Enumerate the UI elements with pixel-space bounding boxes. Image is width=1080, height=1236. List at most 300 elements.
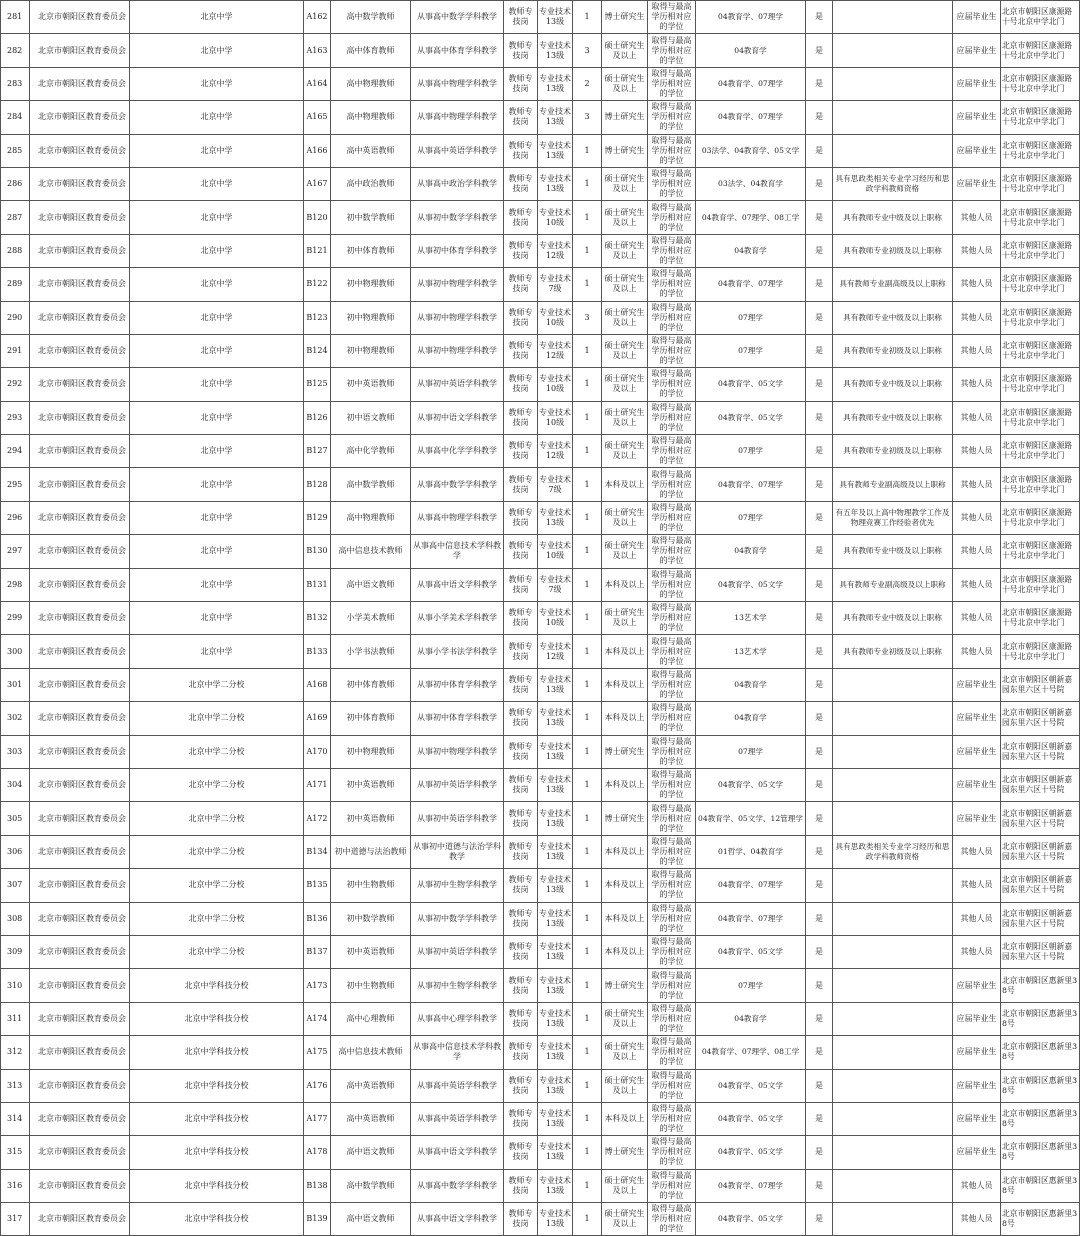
other-conditions-cell: 具有教师专业中级及以上职称	[833, 535, 953, 568]
address-cell: 北京市朝阳区康源路十号北京中学北门	[1001, 67, 1080, 100]
post-level-cell: 专业技术13级	[538, 1102, 573, 1135]
post-type-cell: 教师专技岗	[504, 368, 538, 401]
degree-cell: 取得与最高学历相对应的学位	[648, 1203, 696, 1236]
seq-cell: 301	[1, 668, 30, 701]
beijing-hukou-cell: 是	[806, 1036, 833, 1069]
address-cell: 北京市朝阳区康源路十号北京中学北门	[1001, 535, 1080, 568]
post-code-cell: A164	[304, 67, 331, 100]
address-cell: 北京市朝阳区康源路十号北京中学北门	[1001, 602, 1080, 635]
other-conditions-cell: 具有教师专业中级及以上职称	[833, 301, 953, 334]
address-cell: 北京市朝阳区朝新嘉园东里六区十号院	[1001, 869, 1080, 902]
duty-cell: 从事高中心理学科教学	[411, 1002, 504, 1035]
post-code-cell: B131	[304, 568, 331, 601]
dept-cell: 北京市朝阳区教育委员会	[30, 902, 130, 935]
post-level-cell: 专业技术13级	[538, 668, 573, 701]
degree-cell: 取得与最高学历相对应的学位	[648, 301, 696, 334]
target-applicant-cell: 应届毕业生	[953, 735, 1001, 768]
education-cell: 本科及以上	[602, 668, 648, 701]
duty-cell: 从事初中英语学科教学	[411, 935, 504, 968]
dept-cell: 北京市朝阳区教育委员会	[30, 802, 130, 835]
beijing-hukou-cell: 是	[806, 702, 833, 735]
headcount-cell: 1	[573, 735, 602, 768]
headcount-cell: 1	[573, 401, 602, 434]
post-name-cell: 高中化学教师	[331, 435, 411, 468]
table-row	[1, 602, 1080, 635]
duty-cell: 从事高中英语学科教学	[411, 134, 504, 167]
education-cell: 硕士研究生及以上	[602, 268, 648, 301]
duty-cell: 从事初中体育学科教学	[411, 234, 504, 267]
target-applicant-cell: 其他人员	[953, 535, 1001, 568]
other-conditions-cell	[833, 1036, 953, 1069]
duty-cell: 从事初中体育学科教学	[411, 702, 504, 735]
other-conditions-cell	[833, 1002, 953, 1035]
post-level-cell: 专业技术13级	[538, 167, 573, 200]
headcount-cell: 1	[573, 1, 602, 34]
address-cell: 北京市朝阳区朝新嘉园东里六区十号院	[1001, 668, 1080, 701]
beijing-hukou-cell: 是	[806, 1203, 833, 1236]
beijing-hukou-cell: 是	[806, 1169, 833, 1202]
other-conditions-cell	[833, 101, 953, 134]
table-row	[1, 1, 1080, 34]
duty-cell: 从事初中数学学科教学	[411, 902, 504, 935]
dept-cell: 北京市朝阳区教育委员会	[30, 935, 130, 968]
beijing-hukou-cell: 是	[806, 234, 833, 267]
unit-cell: 北京中学	[130, 67, 304, 100]
post-type-cell: 教师专技岗	[504, 268, 538, 301]
post-code-cell: A176	[304, 1069, 331, 1102]
major-cell: 04教育学、07理学	[696, 869, 806, 902]
dept-cell: 北京市朝阳区教育委员会	[30, 501, 130, 534]
post-name-cell: 小学美术教师	[331, 602, 411, 635]
seq-cell: 317	[1, 1203, 30, 1236]
degree-cell: 取得与最高学历相对应的学位	[648, 167, 696, 200]
table-row	[1, 1203, 1080, 1236]
beijing-hukou-cell: 是	[806, 268, 833, 301]
post-code-cell: A165	[304, 101, 331, 134]
post-type-cell: 教师专技岗	[504, 1102, 538, 1135]
post-name-cell: 初中物理教师	[331, 334, 411, 367]
unit-cell: 北京中学	[130, 368, 304, 401]
seq-cell: 306	[1, 835, 30, 868]
post-code-cell: B121	[304, 234, 331, 267]
other-conditions-cell	[833, 735, 953, 768]
dept-cell: 北京市朝阳区教育委员会	[30, 201, 130, 234]
post-level-cell: 专业技术13级	[538, 1203, 573, 1236]
target-applicant-cell: 其他人员	[953, 568, 1001, 601]
major-cell: 04教育学、07理学	[696, 468, 806, 501]
headcount-cell: 1	[573, 568, 602, 601]
post-type-cell: 教师专技岗	[504, 635, 538, 668]
headcount-cell: 1	[573, 435, 602, 468]
target-applicant-cell: 应届毕业生	[953, 768, 1001, 801]
degree-cell: 取得与最高学历相对应的学位	[648, 535, 696, 568]
post-level-cell: 专业技术13级	[538, 735, 573, 768]
table-row	[1, 34, 1080, 67]
post-type-cell: 教师专技岗	[504, 1036, 538, 1069]
beijing-hukou-cell: 是	[806, 1102, 833, 1135]
unit-cell: 北京中学科技分校	[130, 1002, 304, 1035]
major-cell: 04教育学、07理学、08工学	[696, 201, 806, 234]
post-type-cell: 教师专技岗	[504, 668, 538, 701]
post-level-cell: 专业技术13级	[538, 1, 573, 34]
education-cell: 硕士研究生及以上	[602, 501, 648, 534]
unit-cell: 北京中学二分校	[130, 935, 304, 968]
seq-cell: 293	[1, 401, 30, 434]
beijing-hukou-cell: 是	[806, 969, 833, 1002]
beijing-hukou-cell: 是	[806, 568, 833, 601]
dept-cell: 北京市朝阳区教育委员会	[30, 835, 130, 868]
post-code-cell: A175	[304, 1036, 331, 1069]
dept-cell: 北京市朝阳区教育委员会	[30, 969, 130, 1002]
address-cell: 北京市朝阳区朝新嘉园东里六区十号院	[1001, 835, 1080, 868]
education-cell: 硕士研究生及以上	[602, 334, 648, 367]
major-cell: 13艺术学	[696, 635, 806, 668]
beijing-hukou-cell: 是	[806, 1, 833, 34]
duty-cell: 从事高中英语学科教学	[411, 1102, 504, 1135]
seq-cell: 310	[1, 969, 30, 1002]
post-code-cell: A177	[304, 1102, 331, 1135]
table-row	[1, 268, 1080, 301]
degree-cell: 取得与最高学历相对应的学位	[648, 902, 696, 935]
duty-cell: 从事高中化学学科教学	[411, 435, 504, 468]
major-cell: 04教育学、05文学	[696, 401, 806, 434]
post-name-cell: 高中英语教师	[331, 134, 411, 167]
major-cell: 04教育学、07理学、08工学	[696, 1036, 806, 1069]
degree-cell: 取得与最高学历相对应的学位	[648, 1136, 696, 1169]
duty-cell: 从事初中数学学科教学	[411, 201, 504, 234]
headcount-cell: 1	[573, 602, 602, 635]
headcount-cell: 1	[573, 835, 602, 868]
unit-cell: 北京中学	[130, 301, 304, 334]
other-conditions-cell: 具有教师专业中级及以上职称	[833, 401, 953, 434]
duty-cell: 从事初中物理学科教学	[411, 301, 504, 334]
address-cell: 北京市朝阳区康源路十号北京中学北门	[1001, 635, 1080, 668]
dept-cell: 北京市朝阳区教育委员会	[30, 234, 130, 267]
post-name-cell: 初中英语教师	[331, 768, 411, 801]
other-conditions-cell	[833, 1102, 953, 1135]
target-applicant-cell: 其他人员	[953, 435, 1001, 468]
beijing-hukou-cell: 是	[806, 34, 833, 67]
table-body	[1, 1, 1080, 1236]
other-conditions-cell	[833, 802, 953, 835]
dept-cell: 北京市朝阳区教育委员会	[30, 1102, 130, 1135]
table-row	[1, 334, 1080, 367]
post-code-cell: B125	[304, 368, 331, 401]
degree-cell: 取得与最高学历相对应的学位	[648, 1, 696, 34]
post-code-cell: B122	[304, 268, 331, 301]
address-cell: 北京市朝阳区康源路十号北京中学北门	[1001, 401, 1080, 434]
seq-cell: 285	[1, 134, 30, 167]
post-level-cell: 专业技术12级	[538, 635, 573, 668]
major-cell: 01哲学、04教育学	[696, 835, 806, 868]
major-cell: 04教育学、05文学	[696, 768, 806, 801]
post-type-cell: 教师专技岗	[504, 802, 538, 835]
address-cell: 北京市朝阳区康源路十号北京中学北门	[1001, 1, 1080, 34]
major-cell: 04教育学、05文学	[696, 1102, 806, 1135]
education-cell: 硕士研究生及以上	[602, 67, 648, 100]
headcount-cell: 1	[573, 1036, 602, 1069]
other-conditions-cell	[833, 768, 953, 801]
education-cell: 硕士研究生及以上	[602, 1169, 648, 1202]
dept-cell: 北京市朝阳区教育委员会	[30, 334, 130, 367]
unit-cell: 北京中学	[130, 535, 304, 568]
headcount-cell: 1	[573, 668, 602, 701]
headcount-cell: 1	[573, 501, 602, 534]
degree-cell: 取得与最高学历相对应的学位	[648, 268, 696, 301]
other-conditions-cell	[833, 1169, 953, 1202]
target-applicant-cell: 其他人员	[953, 935, 1001, 968]
post-code-cell: B129	[304, 501, 331, 534]
headcount-cell: 1	[573, 468, 602, 501]
education-cell: 本科及以上	[602, 702, 648, 735]
post-name-cell: 初中英语教师	[331, 368, 411, 401]
seq-cell: 299	[1, 602, 30, 635]
other-conditions-cell	[833, 134, 953, 167]
major-cell: 04教育学、07理学	[696, 268, 806, 301]
degree-cell: 取得与最高学历相对应的学位	[648, 1069, 696, 1102]
post-name-cell: 高中数学教师	[331, 1, 411, 34]
address-cell: 北京市朝阳区康源路十号北京中学北门	[1001, 501, 1080, 534]
post-level-cell: 专业技术13级	[538, 1069, 573, 1102]
dept-cell: 北京市朝阳区教育委员会	[30, 535, 130, 568]
degree-cell: 取得与最高学历相对应的学位	[648, 1002, 696, 1035]
address-cell: 北京市朝阳区康源路十号北京中学北门	[1001, 134, 1080, 167]
post-name-cell: 高中数学教师	[331, 468, 411, 501]
education-cell: 博士研究生	[602, 134, 648, 167]
beijing-hukou-cell: 是	[806, 635, 833, 668]
degree-cell: 取得与最高学历相对应的学位	[648, 935, 696, 968]
table-row	[1, 835, 1080, 868]
beijing-hukou-cell: 是	[806, 1002, 833, 1035]
dept-cell: 北京市朝阳区教育委员会	[30, 668, 130, 701]
post-type-cell: 教师专技岗	[504, 935, 538, 968]
target-applicant-cell: 应届毕业生	[953, 1102, 1001, 1135]
post-type-cell: 教师专技岗	[504, 334, 538, 367]
post-name-cell: 高中语文教师	[331, 568, 411, 601]
headcount-cell: 1	[573, 134, 602, 167]
education-cell: 硕士研究生及以上	[602, 1002, 648, 1035]
post-level-cell: 专业技术10级	[538, 301, 573, 334]
degree-cell: 取得与最高学历相对应的学位	[648, 1102, 696, 1135]
duty-cell: 从事初中生物学科教学	[411, 869, 504, 902]
post-level-cell: 专业技术13级	[538, 34, 573, 67]
headcount-cell: 1	[573, 167, 602, 200]
target-applicant-cell: 应届毕业生	[953, 167, 1001, 200]
headcount-cell: 1	[573, 535, 602, 568]
headcount-cell: 1	[573, 368, 602, 401]
address-cell: 北京市朝阳区康源路十号北京中学北门	[1001, 568, 1080, 601]
beijing-hukou-cell: 是	[806, 67, 833, 100]
unit-cell: 北京中学二分校	[130, 702, 304, 735]
post-type-cell: 教师专技岗	[504, 435, 538, 468]
post-level-cell: 专业技术13级	[538, 802, 573, 835]
education-cell: 博士研究生	[602, 1, 648, 34]
dept-cell: 北京市朝阳区教育委员会	[30, 1136, 130, 1169]
unit-cell: 北京中学二分校	[130, 768, 304, 801]
post-name-cell: 高中信息技术教师	[331, 535, 411, 568]
table-row	[1, 368, 1080, 401]
other-conditions-cell: 具有教师专业副高级及以上职称	[833, 568, 953, 601]
dept-cell: 北京市朝阳区教育委员会	[30, 368, 130, 401]
dept-cell: 北京市朝阳区教育委员会	[30, 401, 130, 434]
post-type-cell: 教师专技岗	[504, 301, 538, 334]
address-cell: 北京市朝阳区惠新里38号	[1001, 1102, 1080, 1135]
post-type-cell: 教师专技岗	[504, 735, 538, 768]
duty-cell: 从事高中语文学科教学	[411, 1136, 504, 1169]
seq-cell: 289	[1, 268, 30, 301]
address-cell: 北京市朝阳区康源路十号北京中学北门	[1001, 268, 1080, 301]
seq-cell: 283	[1, 67, 30, 100]
post-code-cell: A171	[304, 768, 331, 801]
address-cell: 北京市朝阳区康源路十号北京中学北门	[1001, 468, 1080, 501]
post-type-cell: 教师专技岗	[504, 468, 538, 501]
post-code-cell: A162	[304, 1, 331, 34]
beijing-hukou-cell: 是	[806, 768, 833, 801]
target-applicant-cell: 应届毕业生	[953, 67, 1001, 100]
duty-cell: 从事高中物理学科教学	[411, 501, 504, 534]
other-conditions-cell: 具有教师专业中级及以上职称	[833, 602, 953, 635]
degree-cell: 取得与最高学历相对应的学位	[648, 1169, 696, 1202]
post-level-cell: 专业技术7级	[538, 468, 573, 501]
post-level-cell: 专业技术13级	[538, 869, 573, 902]
unit-cell: 北京中学	[130, 268, 304, 301]
seq-cell: 308	[1, 902, 30, 935]
duty-cell: 从事高中数学学科教学	[411, 1, 504, 34]
degree-cell: 取得与最高学历相对应的学位	[648, 234, 696, 267]
major-cell: 04教育学	[696, 234, 806, 267]
duty-cell: 从事初中物理学科教学	[411, 268, 504, 301]
education-cell: 本科及以上	[602, 768, 648, 801]
unit-cell: 北京中学	[130, 234, 304, 267]
duty-cell: 从事小学书法学科教学	[411, 635, 504, 668]
post-type-cell: 教师专技岗	[504, 568, 538, 601]
seq-cell: 305	[1, 802, 30, 835]
beijing-hukou-cell: 是	[806, 101, 833, 134]
post-type-cell: 教师专技岗	[504, 201, 538, 234]
other-conditions-cell	[833, 34, 953, 67]
headcount-cell: 3	[573, 101, 602, 134]
post-code-cell: A163	[304, 34, 331, 67]
beijing-hukou-cell: 是	[806, 1069, 833, 1102]
seq-cell: 281	[1, 1, 30, 34]
unit-cell: 北京中学	[130, 468, 304, 501]
seq-cell: 311	[1, 1002, 30, 1035]
dept-cell: 北京市朝阳区教育委员会	[30, 568, 130, 601]
target-applicant-cell: 其他人员	[953, 902, 1001, 935]
post-code-cell: A173	[304, 969, 331, 1002]
duty-cell: 从事高中体育学科教学	[411, 34, 504, 67]
duty-cell: 从事初中道德与法治学科教学	[411, 835, 504, 868]
dept-cell: 北京市朝阳区教育委员会	[30, 635, 130, 668]
seq-cell: 314	[1, 1102, 30, 1135]
unit-cell: 北京中学	[130, 134, 304, 167]
post-type-cell: 教师专技岗	[504, 134, 538, 167]
education-cell: 本科及以上	[602, 568, 648, 601]
other-conditions-cell: 具有教师专业初级及以上职称	[833, 635, 953, 668]
seq-cell: 309	[1, 935, 30, 968]
post-level-cell: 专业技术13级	[538, 134, 573, 167]
post-type-cell: 教师专技岗	[504, 67, 538, 100]
major-cell: 04教育学	[696, 34, 806, 67]
target-applicant-cell: 应届毕业生	[953, 1069, 1001, 1102]
beijing-hukou-cell: 是	[806, 435, 833, 468]
post-type-cell: 教师专技岗	[504, 401, 538, 434]
beijing-hukou-cell: 是	[806, 535, 833, 568]
degree-cell: 取得与最高学历相对应的学位	[648, 735, 696, 768]
unit-cell: 北京中学	[130, 101, 304, 134]
post-type-cell: 教师专技岗	[504, 167, 538, 200]
degree-cell: 取得与最高学历相对应的学位	[648, 635, 696, 668]
post-name-cell: 高中物理教师	[331, 101, 411, 134]
post-level-cell: 专业技术10级	[538, 602, 573, 635]
post-code-cell: B120	[304, 201, 331, 234]
degree-cell: 取得与最高学历相对应的学位	[648, 101, 696, 134]
seq-cell: 307	[1, 869, 30, 902]
seq-cell: 282	[1, 34, 30, 67]
duty-cell: 从事初中体育学科教学	[411, 668, 504, 701]
post-name-cell: 初中道德与法治教师	[331, 835, 411, 868]
other-conditions-cell	[833, 935, 953, 968]
degree-cell: 取得与最高学历相对应的学位	[648, 702, 696, 735]
other-conditions-cell	[833, 668, 953, 701]
post-code-cell: A170	[304, 735, 331, 768]
table-row	[1, 802, 1080, 835]
target-applicant-cell: 应届毕业生	[953, 702, 1001, 735]
post-name-cell: 初中英语教师	[331, 935, 411, 968]
dept-cell: 北京市朝阳区教育委员会	[30, 1036, 130, 1069]
post-type-cell: 教师专技岗	[504, 234, 538, 267]
table-row	[1, 535, 1080, 568]
post-code-cell: B124	[304, 334, 331, 367]
major-cell: 04教育学、05文学	[696, 368, 806, 401]
post-type-cell: 教师专技岗	[504, 902, 538, 935]
target-applicant-cell: 应届毕业生	[953, 802, 1001, 835]
seq-cell: 290	[1, 301, 30, 334]
table-row	[1, 1102, 1080, 1135]
major-cell: 04教育学、05文学、12管理学	[696, 802, 806, 835]
beijing-hukou-cell: 是	[806, 501, 833, 534]
address-cell: 北京市朝阳区惠新里38号	[1001, 1036, 1080, 1069]
degree-cell: 取得与最高学历相对应的学位	[648, 368, 696, 401]
seq-cell: 286	[1, 167, 30, 200]
post-name-cell: 高中心理教师	[331, 1002, 411, 1035]
post-type-cell: 教师专技岗	[504, 101, 538, 134]
address-cell: 北京市朝阳区康源路十号北京中学北门	[1001, 435, 1080, 468]
post-code-cell: A178	[304, 1136, 331, 1169]
post-name-cell: 初中物理教师	[331, 735, 411, 768]
target-applicant-cell: 其他人员	[953, 635, 1001, 668]
headcount-cell: 1	[573, 1203, 602, 1236]
unit-cell: 北京中学	[130, 501, 304, 534]
seq-cell: 284	[1, 101, 30, 134]
beijing-hukou-cell: 是	[806, 735, 833, 768]
education-cell: 硕士研究生及以上	[602, 368, 648, 401]
target-applicant-cell: 其他人员	[953, 501, 1001, 534]
table-row	[1, 201, 1080, 234]
other-conditions-cell	[833, 702, 953, 735]
headcount-cell: 1	[573, 869, 602, 902]
address-cell: 北京市朝阳区康源路十号北京中学北门	[1001, 167, 1080, 200]
post-level-cell: 专业技术10级	[538, 401, 573, 434]
headcount-cell: 1	[573, 969, 602, 1002]
address-cell: 北京市朝阳区惠新里38号	[1001, 1169, 1080, 1202]
table-row	[1, 1136, 1080, 1169]
address-cell: 北京市朝阳区惠新里38号	[1001, 1069, 1080, 1102]
post-code-cell: B135	[304, 869, 331, 902]
post-type-cell: 教师专技岗	[504, 969, 538, 1002]
beijing-hukou-cell: 是	[806, 1136, 833, 1169]
beijing-hukou-cell: 是	[806, 835, 833, 868]
